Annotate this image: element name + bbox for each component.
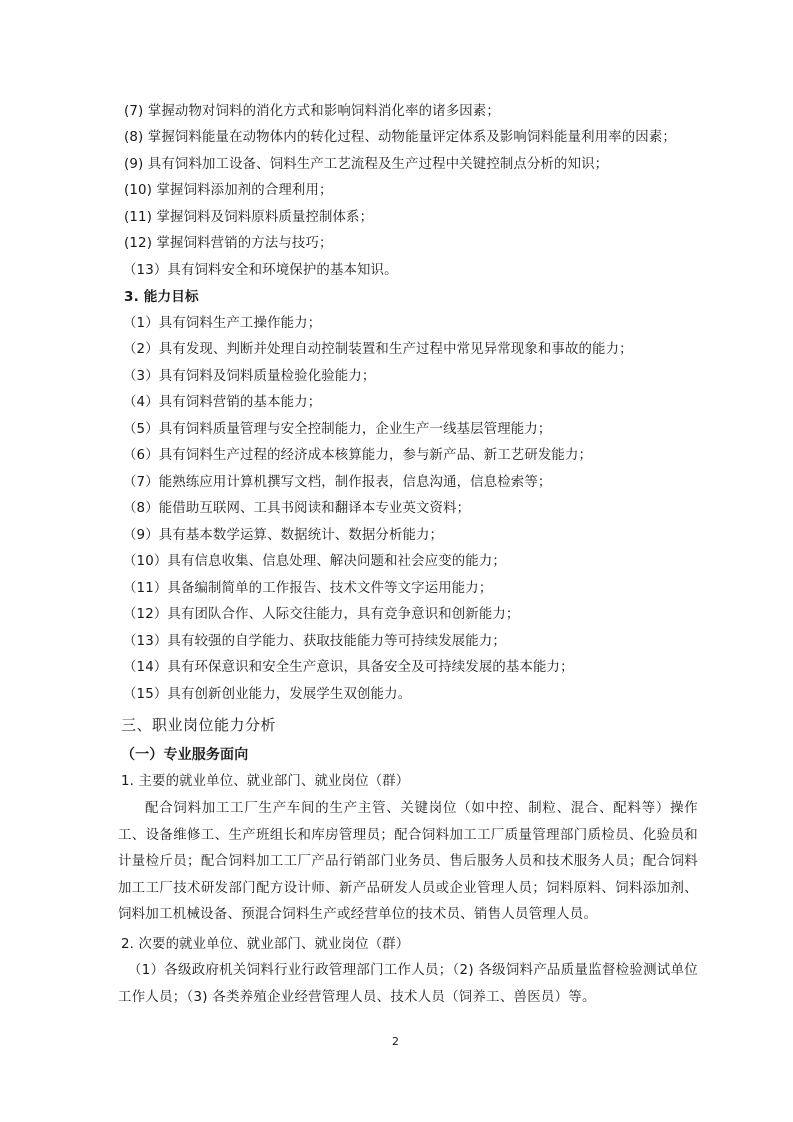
section-title: 三、职业岗位能力分析 [121,716,277,734]
ability-item: （14）具有环保意识和安全生产意识，具备安全及可持续发展的基本能力； [123,660,574,675]
knowledge-item: (10) 掌握饲料添加剂的合理利用； [124,183,333,198]
knowledge-item: (12) 掌握饲料营销的方法与技巧； [124,236,333,251]
ability-item: （6）具有饲料生产过程的经济成本核算能力，参与新产品、新工艺研发能力； [123,448,593,463]
ability-item: （15）具有创新创业能力，发展学生双创能力。 [123,687,412,702]
secondary-jobs-heading: 2. 次要的就业单位、就业部门、就业岗位（群） [121,937,410,952]
ability-item: （3）具有饲料及饲料质量检验化验能力； [123,369,376,384]
ability-item: （12）具有团队合作、人际交往能力，具有竞争意识和创新能力； [123,607,520,622]
ability-item: （11）具备编制简单的工作报告、技术文件等文字运用能力； [123,581,493,596]
ability-item: （1）具有饲料生产工操作能力； [123,316,322,331]
knowledge-item: （13）具有饲料安全和环境保护的基本知识。 [123,263,398,278]
knowledge-item: (8) 掌握饲料能量在动物体内的转化过程、动物能量评定体系及影响饲料能量利用率的因素； [124,130,676,145]
knowledge-item: (11) 掌握饲料及饲料原料质量控制体系； [124,210,374,225]
ability-item: （5）具有饲料质量管理与安全控制能力，企业生产一线基层管理能力； [123,422,552,437]
main-jobs-heading: 1. 主要的就业单位、就业部门、就业岗位（群） [121,774,410,789]
ability-item: （7）能熟练应用计算机撰写文档，制作报表，信息沟通，信息检索等； [123,475,552,490]
knowledge-item: (7) 掌握动物对饲料的消化方式和影响饲料消化率的诸多因素； [124,104,500,119]
ability-item: （2）具有发现、判断并处理自动控制装置和生产过程中常见异常现象和事故的能力； [123,342,633,357]
ability-item: （13）具有较强的自学能力、获取技能能力等可持续发展能力； [123,634,506,649]
ability-heading: 3. 能力目标 [124,289,199,305]
knowledge-item: (9) 具有饲料加工设备、饲料生产工艺流程及生产过程中关键控制点分析的知识； [124,157,609,172]
ability-item: （4）具有饲料营销的基本能力； [123,395,322,410]
page-number: 2 [392,1035,399,1048]
ability-item: （8）能借助互联网、工具书阅读和翻译本专业英文资料； [123,501,471,516]
ability-item: （9）具有基本数学运算、数据统计、数据分析能力； [123,528,444,543]
ability-item: （10）具有信息收集、信息处理、解决问题和社会应变的能力； [123,554,506,569]
main-jobs-paragraph: 配合饲料加工工厂生产车间的生产主管、关键岗位（如中控、制粒、混合、配料等）操作工、设备维修工、生产班组长和库房管理员；配合饲料加工工厂质量管理部门质检员、化验员和计量检斤员；配合饲料加工工厂产品行销部门业务员、售后服务人员和技术服务人员；配合饲料加工工厂技术研发部门配方设计师、新产品研发人员或企业管理人员；饲料原料、饲料添加剂、饲料加工机械设备、预混合饲料生产或经营单位的技术员、销售人员管理人员。 [118,801,698,922]
sub-title: （一）专业服务面向 [121,747,249,763]
secondary-jobs-paragraph: （1）各级政府机关饲料行业行政管理部门工作人员；（2) 各级饲料产品质量监督检验测试单位工作人员；（3) 各类养殖企业经营管理人员、技术人员（饲养工、兽医员）等。 [118,963,698,1005]
